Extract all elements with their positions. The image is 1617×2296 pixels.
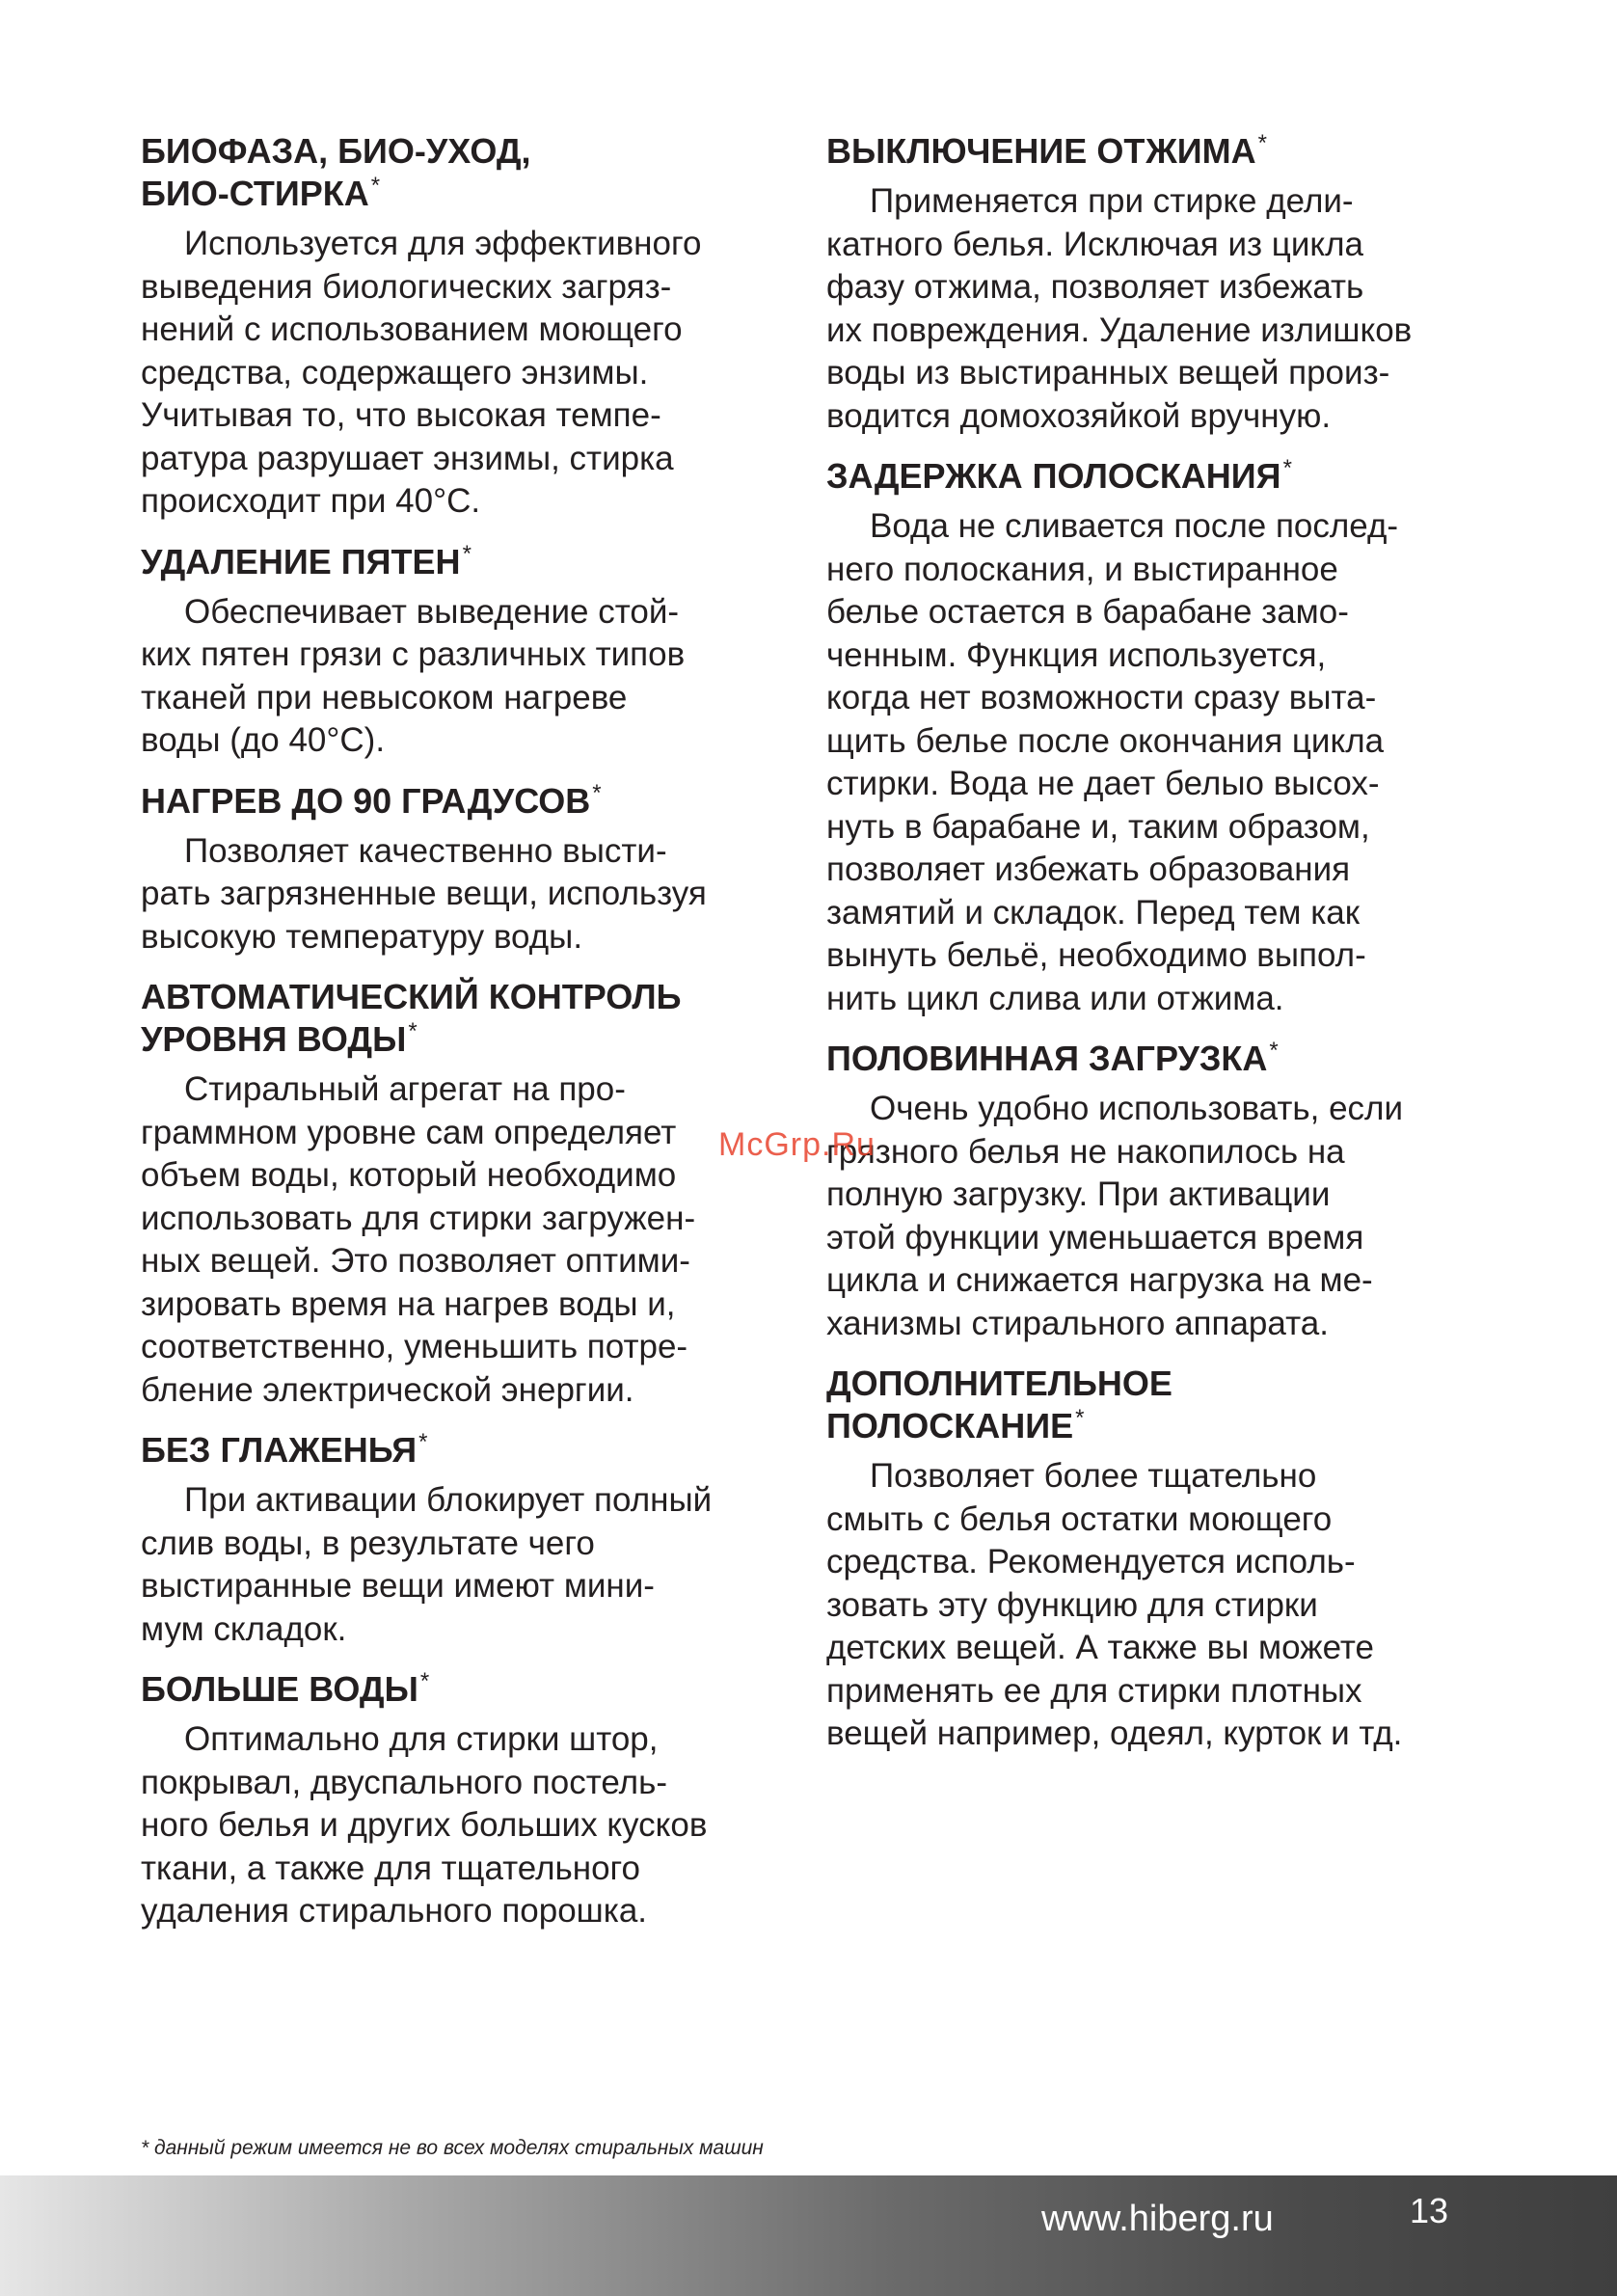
section-heading: АВТОМАТИЧЕСКИЙ КОНТРОЛЬ УРОВНЯ ВОДЫ* [141,977,682,1059]
section-extra-rinse [826,1363,1492,1756]
section-no-iron [141,1429,796,1651]
section-body: Очень удобно использовать, если грязного белья не накопилось на полную загрузку. При активации этой функции уменьшается время цикла и снижается нагрузка на ме- ханизмы стирального аппарата. [826,1090,1404,1342]
section-water-level [141,976,796,1412]
section-heading: ЗАДЕРЖКА ПОЛОСКАНИЯ* [826,455,1292,496]
asterisk: * [462,540,472,567]
section-body: Используется для эффективного выведения биологических загряз- нений с использованием моющего средства, содержащего энзимы. Учитывая то, что высокая темпе- ратура разрушает энзимы, стирка происходит при 40°С. [141,225,702,520]
asterisk: * [592,779,602,806]
section-heading: БОЛЬШЕ ВОДЫ* [141,1668,430,1709]
section-body: Позволяет качественно высти- рать загрязненные вещи, используя высокую температуру воды. [141,831,707,956]
section-more-water [141,1668,796,1933]
section-heading: БЕЗ ГЛАЖЕНЬЯ* [141,1429,428,1470]
right-column [826,130,1492,1773]
section-stain-removal [141,541,796,763]
left-column [141,130,796,1951]
asterisk: * [1257,130,1267,156]
footer-website-link[interactable]: www.hiberg.ru [1041,2199,1274,2239]
section-bio [141,130,796,524]
section-body: Вода не сливается после послед- него полоскания, и выстиранное белье остается в барабане замо- ченным. Функция используется, когда нет возможности сразу выта- щить белье после окончания цикла стирки. Вода не дает белыо высох- нуть в барабане и, таким образом, позволяет избежать образования замятий и складок. Перед тем как вынуть бельё, необходимо выпол- нить цикл слива или отжима. [826,507,1399,1017]
section-spin-off [826,130,1492,438]
section-heading: БИОФАЗА, БИО-УХОД, БИО-СТИРКА* [141,131,531,213]
section-body: Стиральный агрегат на про- граммном уровне сам определяет объем воды, который необходимо использовать для стирки загружен- ных вещей. Это позволяет оптими- зировать время на нагрев воды и, соответственно, уменьшить потре- бление электрической энергии. [141,1070,696,1409]
section-heading: НАГРЕВ ДО 90 ГРАДУСОВ* [141,779,602,821]
section-body: Позволяет более тщательно смыть с белья остатки моющего средства. Рекомендуется исполь- зовать эту функцию для стирки детских вещей. А также вы можете применять ее для стирки плотных вещей например, одеял, курток и тд. [826,1457,1403,1752]
section-body: Обеспечивает выведение стой- ких пятен грязи с различных типов тканей при невысоком нагреве воды (до 40°С). [141,592,686,759]
section-heading: УДАЛЕНИЕ ПЯТЕН* [141,540,472,581]
watermark: McGrp.Ru [718,1126,876,1163]
section-half-load [826,1038,1492,1345]
asterisk: * [408,1018,418,1044]
section-heat-90 [141,780,796,959]
footer-bar [0,2175,1617,2296]
asterisk: * [1075,1405,1085,1431]
asterisk: * [370,173,381,199]
section-heading: ДОПОЛНИТЕЛЬНОЕ ПОЛОСКАНИЕ* [826,1364,1172,1445]
asterisk: * [1282,455,1292,481]
section-body: При активации блокирует полный слив воды, в результате чего выстиранные вещи имеют мини- мум складок. [141,1481,713,1648]
section-heading: ПОЛОВИННАЯ ЗАГРУЗКА* [826,1038,1279,1078]
section-heading: ВЫКЛЮЧЕНИЕ ОТЖИМА* [826,130,1267,171]
section-rinse-hold [826,455,1492,1020]
asterisk: * [418,1429,428,1455]
section-body: Оптимально для стирки штор, покрывал, двуспального постель- ного белья и других больших кусков ткани, а также для тщательного удаления стирального порошка. [141,1720,708,1930]
section-body: Применяется при стирке дели- катного белья. Исключая из цикла фазу отжима, позволяет избежать их повреждения. Удаление излишков воды из выстиранных вещей произ- водится домохозяйкой вручную. [826,182,1413,435]
asterisk: * [419,1668,430,1694]
footnote: * данный режим имеется не во всех моделях стиральных машин [141,2137,764,2159]
page-number: 13 [1410,2191,1449,2230]
asterisk: * [1269,1038,1279,1064]
